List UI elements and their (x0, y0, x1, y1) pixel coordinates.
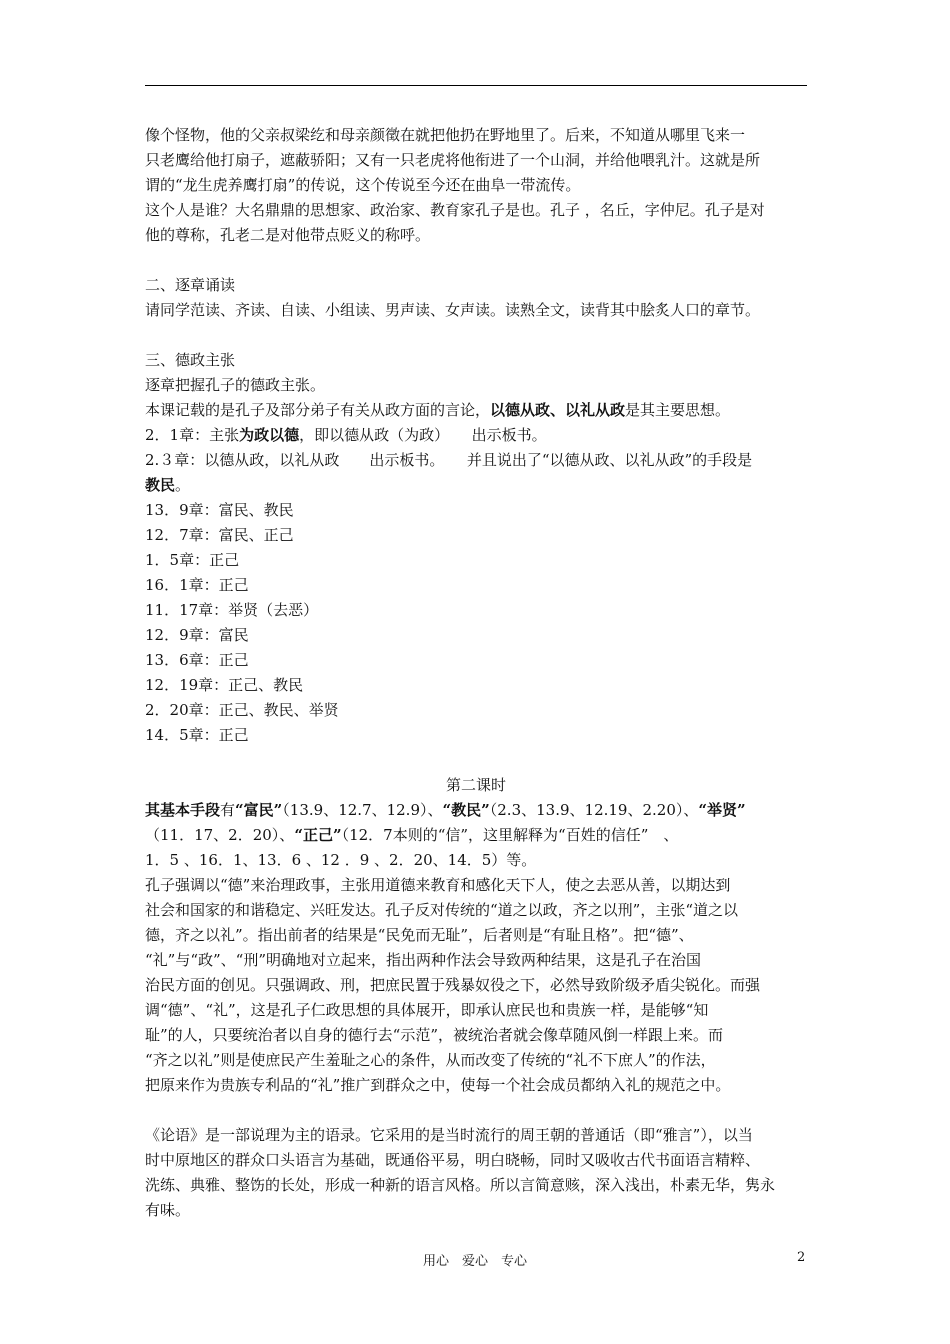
text-run: 他的尊称，孔老二是对他带点贬义的称呼。 (145, 226, 431, 244)
paragraph (145, 673, 807, 698)
text-run: 13．9章：富民、教民 (145, 501, 294, 519)
text-run: （11．17、2．20）、 (145, 826, 295, 844)
paragraph (145, 123, 807, 198)
bold-text: “富民” (235, 801, 283, 819)
text-run: 14．5章：正己 (145, 726, 249, 744)
text-run: 像个怪物，他的父亲叔梁纥和母亲颜徵在就把他扔在野地里了。后来，不知道从哪里飞来一 (145, 126, 746, 144)
text-run: 把原来作为贵族专利品的“礼”推广到群众之中，使每一个社会成员都纳入礼的规范之中。 (145, 1076, 731, 1094)
text-run: 12．9章：富民 (145, 626, 249, 644)
bold-text: “教民” (442, 801, 490, 819)
paragraph (145, 723, 807, 748)
text-run: 时中原地区的群众口头语言为基础，既通俗平易，明白晓畅，同时又吸收古代书面语言精粹、 (145, 1151, 761, 1169)
text-run: 有 (220, 801, 236, 819)
bold-text: “举贤” (698, 801, 746, 819)
text-run: 二、逐章诵读 (145, 276, 236, 294)
paragraph (145, 448, 807, 498)
text-run: 洗练、典雅、整饬的长处，形成一种新的语言风格。所以言简意赅，深入浅出，朴素无华，隽永 (145, 1176, 776, 1194)
paragraph (145, 398, 807, 423)
paragraph (145, 523, 807, 548)
text-run: （12．7本则的“信”，这里解释为“百姓的信任” 、 (341, 826, 679, 844)
text-run: 请同学范读、齐读、自读、小组读、男声读、女声读。读熟全文，读背其中脍炙人口的章节。 (145, 301, 761, 319)
blank-line (145, 1098, 807, 1123)
paragraph (145, 498, 807, 523)
paragraph (145, 598, 807, 623)
text-run: 2．1章：主张 (145, 426, 240, 444)
text-run: （13.9、12.7、12.9）、 (282, 801, 443, 819)
paragraph (145, 423, 807, 448)
paragraph (145, 198, 807, 248)
text-run: 三、德政主张 (145, 351, 236, 369)
page-number: 2 (797, 1250, 806, 1265)
text-run: 谓的“龙生虎养鹰打扇”的传说，这个传说至今还在曲阜一带流传。 (145, 176, 581, 194)
paragraph (145, 873, 807, 1098)
text-run: 13．6章：正己 (145, 651, 249, 669)
paragraph (145, 798, 807, 873)
bold-text: “正己” (294, 826, 342, 844)
paragraph (145, 623, 807, 648)
paragraph (145, 298, 807, 323)
paragraph (145, 548, 807, 573)
text-run: 《论语》是一部说理为主的语录。它采用的是当时流行的周王朝的普通话（即“雅言”），以当 (145, 1126, 753, 1144)
text-run: 耻”的人，只要统治者以自身的德行去“示范”，被统治者就会像草随风倒一样跟上来。而 (145, 1026, 724, 1044)
paragraph (145, 273, 807, 298)
text-run: “礼”与“政”、“刑”明确地对立起来，指出两种作法会导致两种结果，这是孔子在治国 (145, 951, 702, 969)
text-run: 本课记载的是孔子及部分弟子有关从政方面的言论， (145, 401, 491, 419)
blank-line (145, 748, 807, 773)
bold-text: 为政以德 (239, 426, 300, 444)
text-run: 。 (175, 476, 191, 494)
text-run: （2.3、13.9、12.19、2.20）、 (489, 801, 699, 819)
blank-line (145, 323, 807, 348)
text-run: 是其主要思想。 (625, 401, 731, 419)
paragraph (145, 1123, 807, 1223)
text-run: 12．19章：正己、教民 (145, 676, 304, 694)
text-run: 2.３章：以德从政，以礼从政 出示板书。 并且说出了“以德从政、以礼从政”的手段是 (145, 451, 753, 469)
text-run: 1．5章：正己 (145, 551, 240, 569)
paragraph (145, 348, 807, 373)
text-run: 只老鹰给他打扇子，遮蔽骄阳；又有一只老虎将他衔进了一个山洞，并给他喂乳汁。这就是所 (145, 151, 761, 169)
text-run: “齐之以礼”则是使庶民产生羞耻之心的条件，从而改变了传统的“礼不下庶人”的作法， (145, 1051, 716, 1069)
paragraph (145, 373, 807, 398)
text-run: 11．17章：举贤（去恶） (145, 601, 319, 619)
bold-text: 教民 (145, 476, 176, 494)
text-run: 调“德”、“礼”，这是孔子仁政思想的具体展开，即承认庶民也和贵族一样，是能够“知 (145, 1001, 709, 1019)
text-run: 社会和国家的和谐稳定、兴旺发达。孔子反对传统的“道之以政，齐之以刑”，主张“道之以 (145, 901, 739, 919)
text-run: 这个人是谁？大名鼎鼎的思想家、政治家、教育家孔子是也。孔子 ，名丘，字仲尼。孔子是对 (145, 201, 765, 219)
text-run: 12．7章：富民、正己 (145, 526, 294, 544)
paragraph (145, 698, 807, 723)
text-run: 德，齐之以礼”。指出前者的结果是“民免而无耻”，后者则是“有耻且格”。把“德”、 (145, 926, 694, 944)
text-run: 1．5 、16．1、13．6 、12 ．9 、2．20、14．5）等。 (145, 851, 537, 869)
text-run: 孔子强调以“德”来治理政事，主张用道德来教育和感化天下人，使之去恶从善，以期达到 (145, 876, 731, 894)
footer-motto: 用心 爱心 专心 (422, 1254, 527, 1269)
section-heading (145, 773, 807, 798)
text-run: 治民方面的创见。只强调政、刑，把庶民置于残暴奴役之下，必然导致阶级矛盾尖锐化。而强 (145, 976, 761, 994)
text-run: 逐章把握孔子的德政主张。 (145, 376, 326, 394)
text-run: 16．1章：正己 (145, 576, 249, 594)
blank-line (145, 248, 807, 273)
paragraph (145, 648, 807, 673)
text-run: 第二课时 (445, 776, 506, 794)
bold-text: 其基本手段 (145, 801, 221, 819)
text-run: 2．20章：正己、教民、举贤 (145, 701, 339, 719)
paragraph (145, 573, 807, 598)
header-rule (145, 85, 807, 86)
text-run: ，即以德从政（为政） 出示板书。 (299, 426, 547, 444)
body-text (145, 123, 807, 1223)
text-run: 有味。 (145, 1201, 191, 1219)
bold-text: 以德从政、以礼从政 (490, 401, 626, 419)
